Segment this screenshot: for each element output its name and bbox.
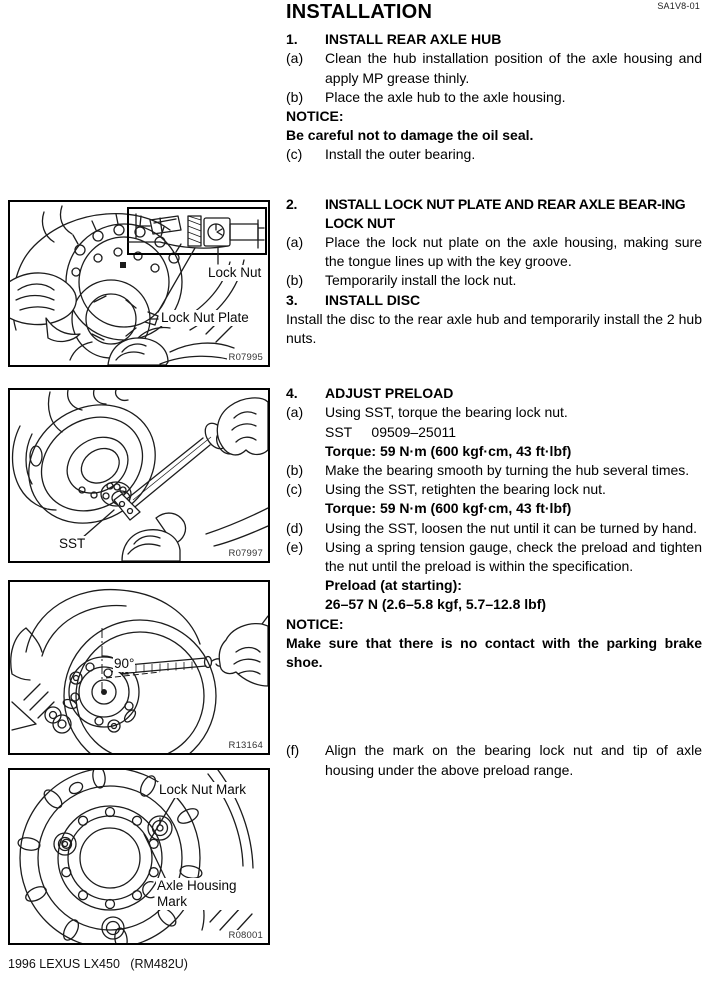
instruction-column	[286, 3, 702, 780]
substep-label: (b)	[286, 88, 304, 105]
notice-2-text: Make sure that there is no contact with the parking brake shoe.	[286, 634, 702, 671]
figure-code: R07995	[228, 352, 263, 363]
substep-label: (c)	[286, 481, 303, 498]
figure-sst-torque	[8, 388, 270, 563]
substep-label: (f)	[286, 742, 300, 759]
step-4c: (c) Using the SST, retighten the bearing lock nut.	[286, 480, 702, 499]
lock-nut-mark-callout: Lock Nut Mark	[159, 782, 247, 797]
step-number: 1.	[286, 31, 298, 48]
notice-1-label: NOTICE:	[286, 108, 344, 125]
substep-label: (e)	[286, 538, 304, 555]
axle-housing-mark-callout: Axle Housing Mark	[156, 878, 254, 910]
substep-label: (a)	[286, 404, 304, 421]
step-1a: (a) Clean the hub installation position of the axle housing and apply MP grease thinly.	[286, 50, 702, 86]
step-1-heading: 1. INSTALL REAR AXLE HUB	[286, 30, 702, 49]
step-4f: (f) Align the mark on the bearing lock nut and tip of axle housing under the above preload range.	[286, 742, 702, 778]
figure-code: R07997	[228, 548, 263, 559]
step-2a: (a) Place the lock nut plate on the axle housing, making sure the tongue lines up with the key groove.	[286, 234, 702, 270]
figure-preload-check	[8, 580, 270, 755]
step-number: 2.	[286, 195, 298, 212]
figure-lock-nut-plate	[8, 200, 270, 367]
step-number: 4.	[286, 385, 298, 402]
step-number: 3.	[286, 291, 298, 308]
figure-code: R13164	[228, 740, 263, 751]
substep-label: (a)	[286, 50, 304, 67]
sst-number-line: SST 09509–25011	[325, 423, 457, 440]
step-4-heading: 4. ADJUST PRELOAD	[286, 384, 702, 403]
preload-spec-head: Preload (at starting):	[325, 577, 462, 594]
lock-nut-callout: Lock Nut	[208, 265, 262, 280]
step-3-body: Install the disc to the rear axle hub and temporarily install the 2 hub nuts.	[286, 310, 702, 347]
step-1c: (c) Install the outer bearing.	[286, 145, 702, 164]
figure-code: R08001	[228, 930, 263, 941]
step-4a: (a) Using SST, torque the bearing lock nut.	[286, 403, 702, 422]
torque-spec-a: Torque: 59 N·m (600 kgf·cm, 43 ft·lbf)	[325, 442, 572, 459]
substep-label: (b)	[286, 462, 304, 479]
notice-1-text: Be careful not to damage the oil seal.	[286, 127, 534, 144]
step-4d: (d) Using the SST, loosen the nut until it can be turned by hand.	[286, 519, 702, 538]
substep-label: (b)	[286, 272, 304, 289]
torque-spec-c: Torque: 59 N·m (600 kgf·cm, 43 ft·lbf)	[325, 500, 572, 517]
preload-spec-value: 26–57 N (2.6–5.8 kgf, 5.7–12.8 lbf)	[325, 596, 547, 613]
page-title: INSTALLATION	[286, 1, 433, 23]
notice-2-label: NOTICE:	[286, 615, 344, 632]
sst-callout: SST	[59, 536, 86, 551]
lock-nut-plate-illustration	[10, 202, 268, 365]
step-4b: (b) Make the bearing smooth by turning the hub several times.	[286, 461, 702, 480]
substep-label: (a)	[286, 234, 304, 251]
step-1b: (b) Place the axle hub to the axle housing.	[286, 88, 702, 107]
step-3-heading: 3. INSTALL DISC	[286, 291, 702, 310]
substep-label: (c)	[286, 146, 303, 163]
step-2-heading: 2. INSTALL LOCK NUT PLATE AND REAR AXLE BEAR-ING LOCK NUT	[286, 195, 686, 231]
doc-code: SA1V8-01	[657, 1, 700, 11]
figure-alignment-marks	[8, 768, 270, 945]
sst-torque-illustration	[10, 390, 268, 561]
preload-check-illustration	[10, 582, 268, 753]
lock-nut-plate-callout: Lock Nut Plate	[161, 310, 249, 325]
step-2b: (b) Temporarily install the lock nut.	[286, 271, 702, 290]
footer-model-line: 1996 LEXUS LX450 (RM482U)	[8, 957, 188, 971]
angle-callout: 90°	[114, 656, 135, 671]
substep-label: (d)	[286, 519, 304, 536]
step-4e: (e) Using a spring tension gauge, check the preload and tighten the nut until the preload is within the specification.	[286, 538, 702, 575]
